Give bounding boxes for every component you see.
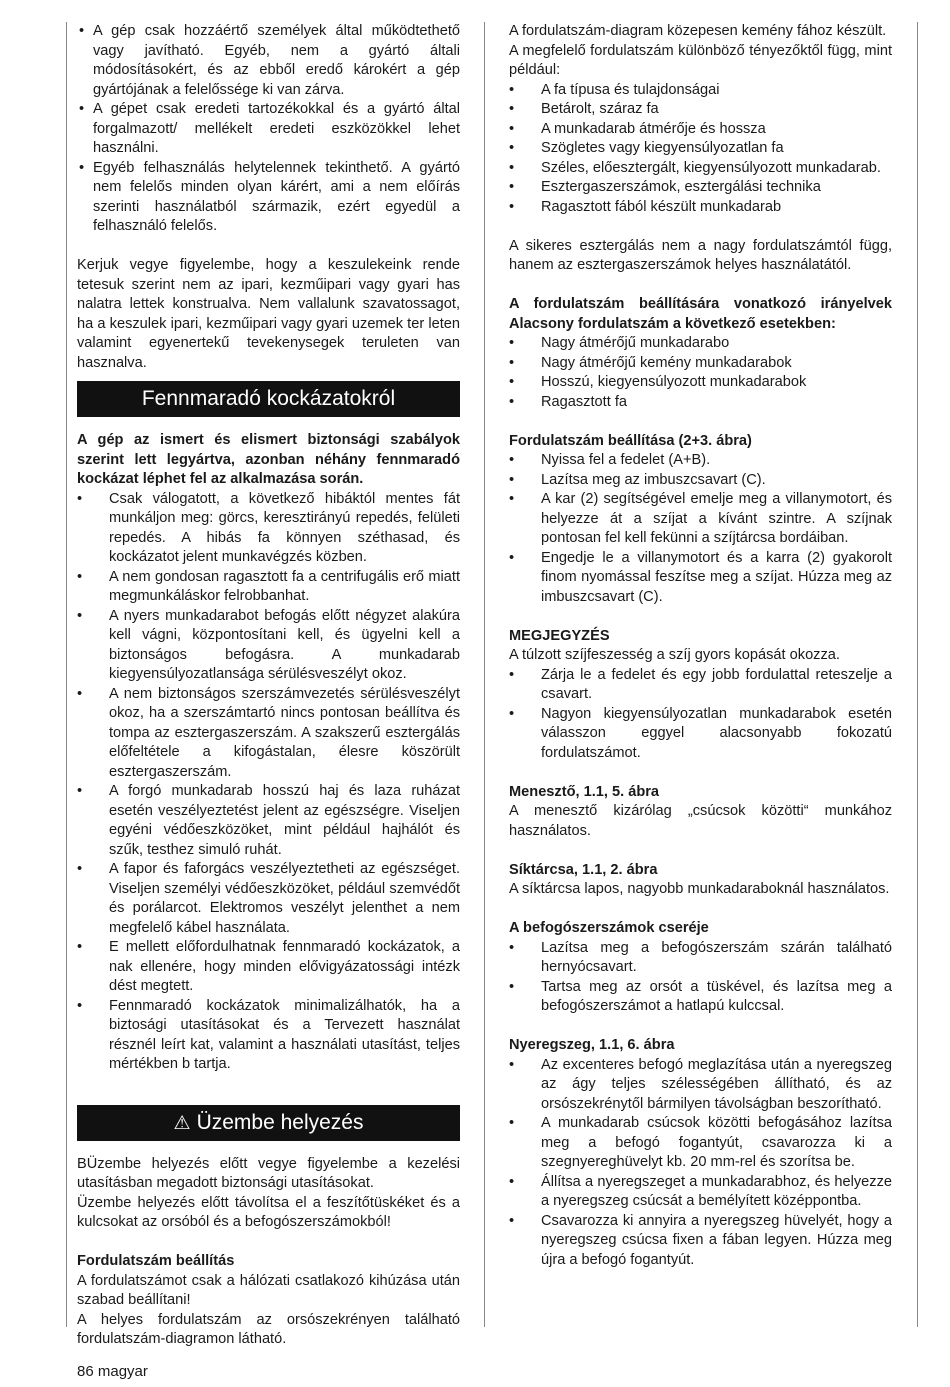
section-heading-setup [77,1105,460,1141]
setup-heading-text: Üzembe helyezés [196,1110,364,1134]
speed-paragraph-1: A fordulatszámot csak a hálózati csatlakozó kihúzása után szabad beállítani! [77,1272,460,1308]
list-item: • Széles, előesztergált, kiegyensúlyozott munkadarab. [509,159,892,179]
list-item: • Ragasztott fából készült munkadarab [509,198,892,218]
guidelines-heading: A fordulatszám beállítására vonatkozó irányelvek Alacsony fordulatszám a következő esetekben: [509,296,892,332]
section-heading-residual-risks: Fennmaradó kockázatokról [77,381,460,417]
speed-adjust-heading: Fordulatszám beállítása (2+3. ábra) [509,432,752,449]
list-item: • Szögletes vagy kiegyensúlyozatlan fa [509,139,892,159]
chuck-change-heading: A befogószerszámok cseréje [509,920,709,936]
list-item: • Betárolt, száraz fa [509,100,892,120]
factors-intro: A megfelelő fordulatszám különböző tényezőktől függ, mint például: [509,42,892,78]
disclaimer-paragraph: Kerjuk vegye figyelembe, hogy a keszulekeink rende tetesuk szerint nem az ipari, kezműipari vagy gyari has nalatra lettek konstrualva. Nem vallalunk szavatossagot, ha a keszulek ipari, kezműipari vagy gyari uzemek ter leten valamint egyenertekű tevekenysegek teruleten van hasznalva. [77,257,460,371]
list-item: • Nyissa fel a fedelet (A+B). [509,451,892,471]
left-column [77,22,460,1350]
list-item: • A gépet csak eredeti tartozékokkal és a gyártó által forgalmazott/ mellékelt eredeti eszközökkel lehet használni. [77,100,460,159]
list-item: • Nagy átmérőjű munkadarabo [509,334,892,354]
list-item: • Esztergaszerszámok, esztergálási technika [509,178,892,198]
list-item: • Lazítsa meg az imbuszcsavart (C). [509,471,892,491]
speed-paragraph-2: A helyes fordulatszám az orsószekrényen található fordulatszám-diagramon látható. [77,1311,460,1347]
list-item: • Hosszú, kiegyensúlyozott munkadarabok [509,373,892,393]
list-item: • Nagyon kiegyensúlyozatlan munkadarabok esetén válasszon eggyel alacsonyabb fokozatú fordulatszámot. [509,705,892,764]
right-margin-rule [917,22,918,1327]
diagram-paragraph: A fordulatszám-diagram közepesen kemény fához készült. [509,23,887,39]
list-item: • A forgó munkadarab hosszú haj és laza ruházat esetén veszélyeztetést jelent az egészségre. Viseljen egyéni védőeszközöket, mint például hajhálót és szűk, testhez simuló ruhát. [77,782,460,860]
list-item: • Tartsa meg az orsót a tüskével, és lazítsa meg a befogószerszámot a hatlapú kulccsal. [509,978,892,1017]
column-divider [484,22,485,1327]
risks-list [77,490,460,1075]
list-item: • A munkadarab átmérője és hossza [509,120,892,140]
tailstock-list [509,1056,892,1271]
note-list [509,666,892,764]
list-item: • Nagy átmérőjű kemény munkadarabok [509,354,892,374]
driver-heading: Menesztő, 1.1, 5. ábra [509,783,660,800]
list-item: • Egyéb felhasználás helytelennek tekinthető. A gyártó nem felelős minden olyan kárért, ami a nem előírás szerinti használatból származik, ezért egyedül a felhasználó felelős. [77,159,460,237]
low-speed-list [509,334,892,412]
list-item: • Ragasztott fa [509,393,892,413]
list-item: • A kar (2) segítségével emelje meg a villanymotort, és helyezze át a szíjat a kívánt szintre. A szíjnak pontosan fel kell fekünni a szíjtárcsa bordáiban. [509,490,892,549]
list-item: • Lazítsa meg a befogószerszám szárán található hernyócsavart. [509,939,892,978]
list-item: • A nem gondosan ragasztott fa a centrifugális erő miatt megmunkáláskor felrobbanhat. [77,568,460,607]
list-item: • Állítsa a nyeregszeget a munkadarabhoz, és helyezze a nyeregszeg csúcsát a bemélyített középpontba. [509,1173,892,1212]
list-item: • A nyers munkadarabot befogás előtt négyzet alakúra kell vágni, központosítani kell, és ügyelni kell a biztonságos befogásra. A munkadarab kiegyensúlyozatlansága sérülésveszélyt okoz. [77,607,460,685]
success-paragraph: A sikeres esztergálás nem a nagy fordulatszámtól függ, hanem az esztergaszerszámok helyes használatától. [509,237,892,273]
list-item: • Az excenteres befogó meglazítása után a nyeregszeg az ágy teljes szélességében állítható, és az orsószekrénytől bármilyen távolságban beszorítható. [509,1056,892,1115]
list-item: • E mellett előfordulhatnak fennmaradó kockázatok, a nak ellenére, hogy minden elővigyázatossági intézk dést megtett. [77,938,460,997]
list-item: • A munkadarab csúcsok közötti befogásához lazítsa meg a befogó fogantyút, csavarozza ki a szegnyereghüvelyt kb. 20 mm-rel és szorítsa be. [509,1114,892,1173]
list-item: • A gép csak hozzáértő személyek által működtethető vagy javítható. Egyéb, nem a gyártó általi módosításokért, és az ebből eredő károkért a gép gyártójának a felelőssége ki van zárva. [77,22,460,100]
list-item: • Zárja le a fedelet és egy jobb fordulattal reteszelje a csavart. [509,666,892,705]
list-item: • Fennmaradó kockázatok minimalizálhatók, ha a biztosági utasításokat és a Tervezett használat résznél leírt kat, valamint a használati utasítást, teljes mértékben b tartja. [77,997,460,1075]
list-item: • Engedje le a villanymotort és a karra (2) gyakorolt finom nyomással feszítse meg a szíjat. Húzza meg az imbuszcsavart (C). [509,549,892,608]
risks-intro: A gép az ismert és elismert biztonsági szabályok szerint lett legyártva, azonban néhány fennmaradó kockázat léphet fel az alkalmazása során. [77,432,460,487]
speed-adjust-list [509,451,892,607]
list-item: • A fa típusa és tulajdonságai [509,81,892,101]
faceplate-heading: Síktárcsa, 1.1, 2. ábra [509,861,658,878]
note-heading: MEGJEGYZÉS [509,627,610,644]
intro-list [77,22,460,237]
list-item: • A nem biztonságos szerszámvezetés sérülésveszélyt okoz, ha a szerszámtartó nincs pontosan beállítva és tompa az esztergaszerszám. A szakszerű esztergálás előfeltétele a kifogástalan, élesre köszörült esztergaszerszám. [77,685,460,783]
list-item: • Csavarozza ki annyira a nyeregszeg hüvelyét, hogy a nyeregszeg csúcsa fixen a fában legyen. Húzza meg újra a befogó fogantyút. [509,1212,892,1271]
setup-paragraph-1: BÜzembe helyezés előtt vegye figyelembe a kezelési utasításban megadott biztonsági utasításokat. [77,1155,460,1191]
list-item: • Csak válogatott, a következő hibáktól mentes fát munkáljon meg: görcs, keresztirányú repedés, felületi repedés. A hibás fa könnyen széthasad, és kockázatot jelent munkavégzés közben. [77,490,460,568]
tailstock-heading: Nyeregszeg, 1.1, 6. ábra [509,1037,675,1053]
faceplate-text: A síktárcsa lapos, nagyobb munkadaraboknál használatos. [509,881,890,897]
list-item: • A fapor és faforgács veszélyeztetheti az egészséget. Viseljen személyi védőeszközöket, például szemvédőt és porálarcot. Elektromos veszélyt jelenthet a nem megfelelő kábel használata. [77,860,460,938]
setup-paragraph-2: Üzembe helyezés előtt távolítsa el a feszítőtüskéket és a kulcsokat az orsóból és a befogószerszámokból! [77,1194,460,1230]
chuck-change-list [509,939,892,1017]
left-margin-rule [66,22,67,1327]
driver-text: A menesztő kizárólag „csúcsok közötti“ munkához használatos. [509,803,892,839]
warning-icon: ⚠ [173,1112,191,1134]
factors-list [509,81,892,218]
note-text: A túlzott szíjfeszesség a szíj gyors kopását okozza. [509,647,840,663]
right-column [509,22,892,1270]
speed-heading: Fordulatszám beállítás [77,1253,235,1269]
page-footer: 86 magyar [77,1363,148,1380]
